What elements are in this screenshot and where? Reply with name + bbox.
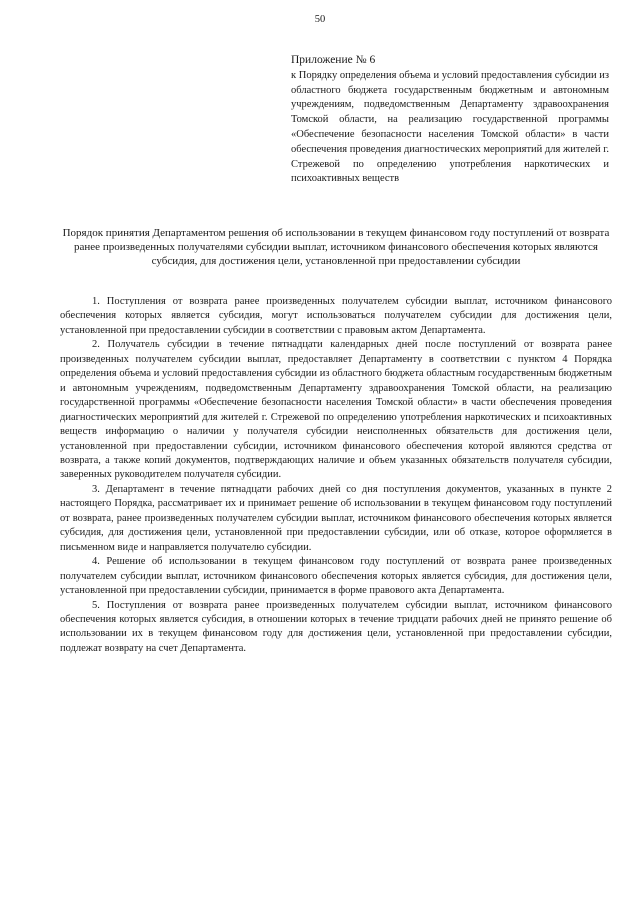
appendix-body: к Порядку определения объема и условий предоставления субсидии из областного бюджета государственным бюджетным и автономным учреждениям, подведомственным Департаменту здравоохранения Томской области, на реализацию государственной программы «Обеспечение безопасности населения Томской области» в части обеспечения проведения диагностических мероприятий для жителей г. Стрежевой по определению употребления наркотических и психоактивных веществ bbox=[291, 69, 609, 185]
paragraph-1: 1. Поступления от возврата ранее произведенных получателем субсидии выплат, источником финансового обеспечения которых является субсидия, могут использоваться получателем субсидии для достижения цели, установленной при предоставлении субсидии в соответствии с правовым актом Департамента. bbox=[60, 296, 612, 336]
page-number: 50 bbox=[314, 14, 326, 25]
appendix-header bbox=[291, 53, 609, 187]
paragraph-3: 3. Департамент в течение пятнадцати рабочих дней со дня поступления документов, указанных в пункте 2 настоящего Порядка, рассматривает их и принимает решение об использовании в текущем финансовом году поступлений от возврата, ранее произведенных получателем субсидии выплат, источником финансового обеспечения которых является субсидия, для достижения цели, установленной при предоставлении субсидии, или об отказе, которое оформляется в письменном виде и направляется получателю субсидии. bbox=[60, 483, 612, 553]
document-title: Порядок принятия Департаментом решения об использовании в текущем финансовом году поступлений от возврата ранее произведенных получателями субсидии выплат, источником финансового обеспечения которых являются субсидия, для достижения цели, установленной при предоставлении субсидии bbox=[62, 227, 610, 267]
appendix-title: Приложение № 6 bbox=[291, 54, 376, 66]
paragraph-5: 5. Поступления от возврата ранее произведенных получателем субсидии выплат, источником финансового обеспечения которых является субсидия, в отношении которых в течение тридцати рабочих дней не принято решение об использовании их в текущем финансовом году для достижения цели, установленной при предоставлении субсидии, подлежат возврату на счет Департамента. bbox=[60, 599, 612, 654]
paragraph-4: 4. Решение об использовании в текущем финансовом году поступлений от возврата ранее произведенных получателем субсидии выплат, источником финансового обеспечения которых является субсидия, для достижения цели, установленной при предоставлении субсидии, принимается в форме правового акта Департамента. bbox=[60, 556, 612, 597]
document-body bbox=[60, 295, 612, 656]
paragraph-2: 2. Получатель субсидии в течение пятнадцати календарных дней после поступлений от возврата ранее произведенных получателем субсидии выплат, предоставляет Департаменту в соответствии с пунктом 4 Порядка определения объема и условий предоставления субсидии из областного бюджета областным государственным бюджетным и автономным учреждениям, подведомственным Департаменту здравоохранения Томской области, на реализацию государственной программы «Обеспечение безопасности населения Томской области» в части обеспечения проведения диагностических мероприятий для жителей г. Стрежевой по определению употребления наркотических и психоактивных веществ информацию о наличии у получателя субсидии неисполненных обязательств для достижения цели, установленной при предоставлении субсидии, источником финансового обеспечения которой являются средства от возврата, а также копий документов, подтверждающих наличие и объем указанных обязательств получателя субсидии, заверенных руководителем получателя субсидии. bbox=[60, 339, 612, 481]
